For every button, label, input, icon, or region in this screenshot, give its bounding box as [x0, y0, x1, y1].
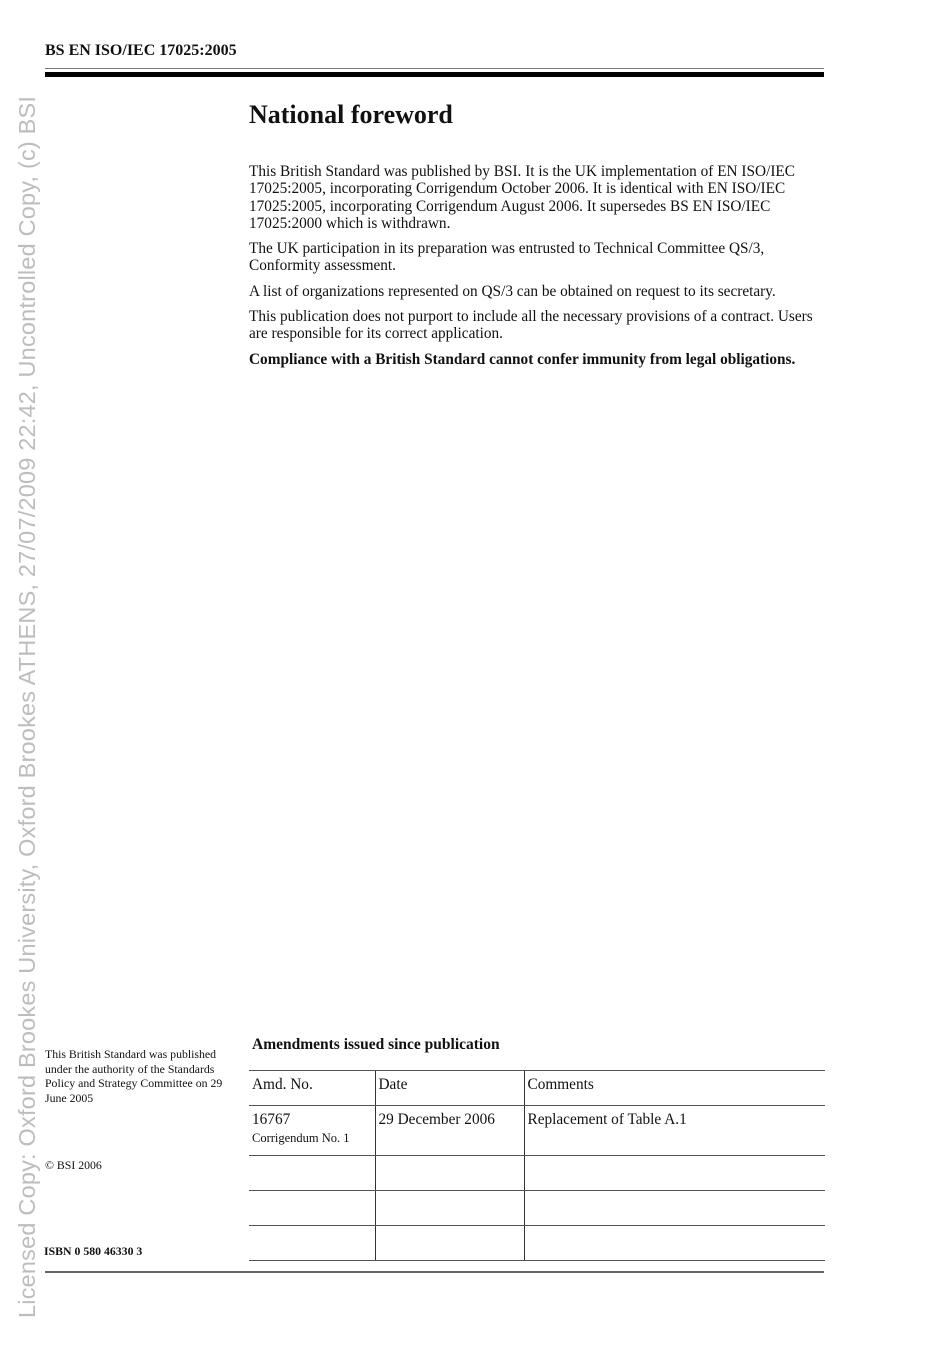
paragraph: This British Standard was published by BSI. It is the UK implementation of EN ISO/IEC 17025:2005, incorporating Corrigendum October 2006. It is identical with EN ISO/IEC 17025:2005, incorporating Corrigendum August 2006. It supersedes BS EN ISO/IEC 17025:2000 which is withdrawn. [249, 163, 795, 232]
header-rule-thick [45, 72, 824, 77]
page-title: National foreword [249, 100, 453, 129]
header-amd-no: Amd. No. [249, 1071, 375, 1106]
amendments-title: Amendments issued since publication [252, 1036, 500, 1053]
paragraph: The UK participation in its preparation was entrusted to Technical Committee QS/3, Conformity assessment. [249, 240, 765, 275]
compliance-notice: Compliance with a British Standard cannot confer immunity from legal obligations. [249, 350, 796, 368]
amendments-table [249, 1070, 825, 1261]
paragraph: This publication does not purport to include all the necessary provisions of a contract. Users are responsible for its correct application. [249, 308, 813, 343]
comments-cell: Replacement of Table A.1 [524, 1106, 825, 1156]
copyright: © BSI 2006 [45, 1158, 102, 1172]
table-row-empty [249, 1226, 825, 1261]
document-code: BS EN ISO/IEC 17025:2005 [45, 42, 237, 59]
footer-rule [45, 1271, 824, 1273]
header-date: Date [375, 1071, 524, 1106]
table-row [249, 1106, 825, 1156]
publication-note: This British Standard was published under the authority of the Standards Policy and Strategy Committee on 29 June 2005 [45, 1047, 223, 1105]
paragraph: A list of organizations represented on QS/3 can be obtained on request to its secretary. [249, 282, 776, 300]
isbn: ISBN 0 580 46330 3 [44, 1244, 143, 1258]
amd-note: Corrigendum No. 1 [252, 1131, 350, 1145]
date-cell: 29 December 2006 [375, 1106, 524, 1156]
amd-no: 16767 [252, 1111, 291, 1128]
table-header-row [249, 1071, 825, 1106]
license-watermark: Licensed Copy: Oxford Brookes University, Oxford Brookes ATHENS, 27/07/2009 22:42, Uncontrolled Copy, (c) BSI [14, 95, 40, 1318]
header-comments: Comments [524, 1071, 825, 1106]
table-row-empty [249, 1156, 825, 1191]
amd-no-cell [249, 1106, 375, 1156]
header-rule-thin [45, 68, 824, 69]
table-row-empty [249, 1191, 825, 1226]
foreword-body [249, 163, 827, 376]
